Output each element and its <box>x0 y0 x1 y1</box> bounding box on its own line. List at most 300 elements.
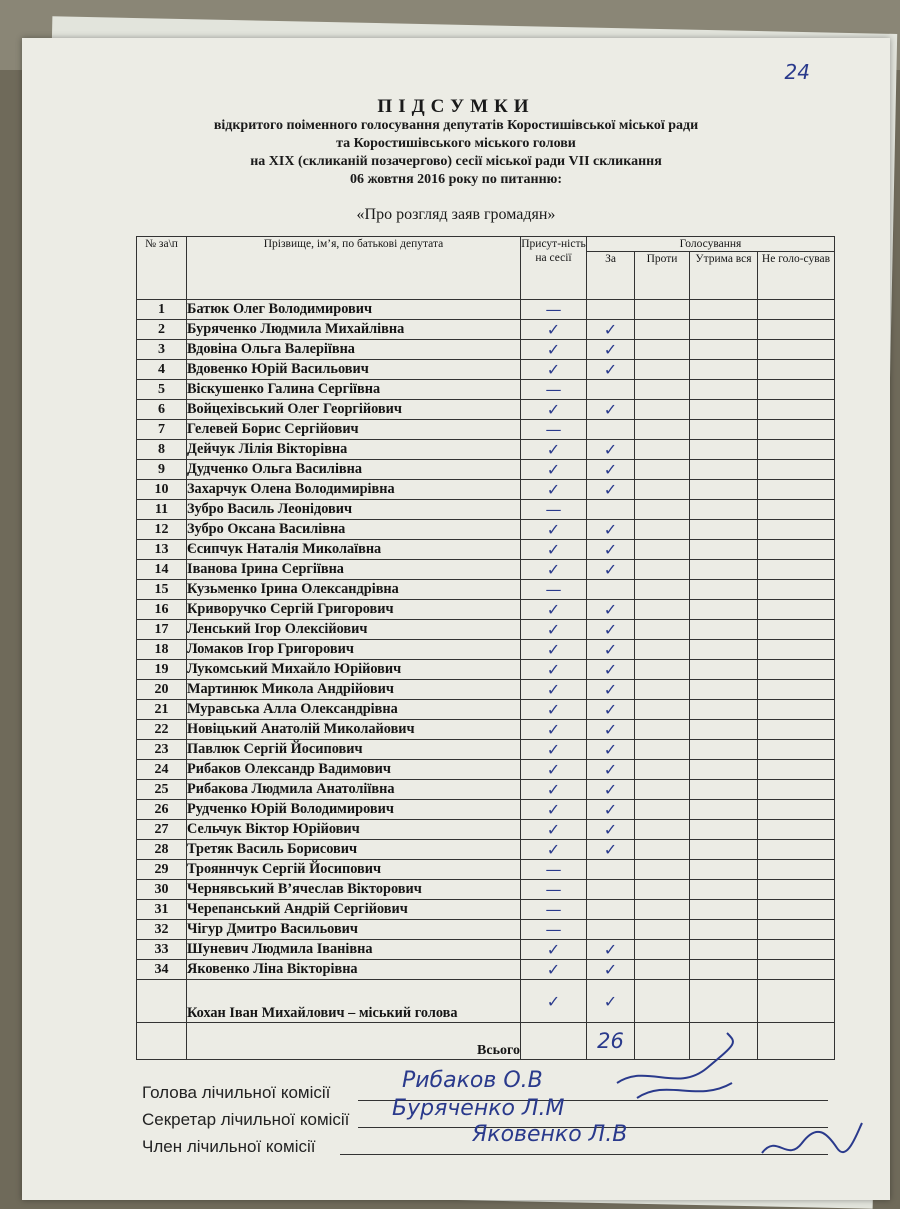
present-mark: — <box>521 880 587 900</box>
deputy-name: Рибакова Людмила Анатоліївна <box>187 780 521 800</box>
row-number: 29 <box>137 860 187 880</box>
not-voted-cell <box>758 360 835 380</box>
for-mark <box>587 500 635 520</box>
abstain-cell <box>690 460 758 480</box>
not-voted-cell <box>758 300 835 320</box>
not-voted-cell <box>758 920 835 940</box>
deputy-name: Ломаков Ігор Григорович <box>187 640 521 660</box>
for-mark: ✓ <box>587 400 635 420</box>
deputy-name: Павлюк Сергій Йосипович <box>187 740 521 760</box>
table-row <box>137 920 835 940</box>
deputy-name: Дейчук Лілія Вікторівна <box>187 440 521 460</box>
deputy-name: Єсипчук Наталія Миколаївна <box>187 540 521 560</box>
table-row <box>137 960 835 980</box>
against-cell <box>635 560 690 580</box>
column-header-against: Проти <box>635 252 690 300</box>
against-cell <box>635 520 690 540</box>
table-row <box>137 640 835 660</box>
for-mark: ✓ <box>587 340 635 360</box>
present-mark: ✓ <box>521 440 587 460</box>
not-voted-cell <box>758 820 835 840</box>
deputy-name: Мартинюк Микола Андрійович <box>187 680 521 700</box>
present-mark: ✓ <box>521 820 587 840</box>
not-voted-cell <box>758 500 835 520</box>
against-cell <box>635 800 690 820</box>
table-row <box>137 820 835 840</box>
present-mark: — <box>521 920 587 940</box>
not-voted-cell <box>758 960 835 980</box>
abstain-cell <box>690 680 758 700</box>
secretary-label: Секретар лічильної комісії <box>142 1110 350 1129</box>
table-row <box>137 760 835 780</box>
for-mark: ✓ <box>587 460 635 480</box>
abstain-cell <box>690 880 758 900</box>
row-number: 25 <box>137 780 187 800</box>
not-voted-cell <box>758 580 835 600</box>
present-mark: — <box>521 580 587 600</box>
row-number: 26 <box>137 800 187 820</box>
abstain-cell <box>690 580 758 600</box>
for-mark: ✓ <box>587 600 635 620</box>
present-mark: ✓ <box>521 780 587 800</box>
column-header-for: За <box>587 252 635 300</box>
present-mark: ✓ <box>521 700 587 720</box>
document-page <box>22 38 890 1200</box>
table-row <box>137 860 835 880</box>
against-cell <box>635 300 690 320</box>
abstain-cell <box>690 440 758 460</box>
row-number: 28 <box>137 840 187 860</box>
deputy-name: Чернявський В’ячеслав Вікторович <box>187 880 521 900</box>
deputy-name: Кузьменко Ірина Олександрівна <box>187 580 521 600</box>
voting-table <box>136 236 835 1060</box>
abstain-cell <box>690 480 758 500</box>
subtitle-line-2: та Коростишівського міського голови <box>336 136 576 151</box>
deputy-name: Іванова Ірина Сергіївна <box>187 560 521 580</box>
not-voted-cell <box>758 520 835 540</box>
present-mark: ✓ <box>521 940 587 960</box>
against-cell <box>635 700 690 720</box>
against-cell <box>635 660 690 680</box>
row-number: 7 <box>137 420 187 440</box>
table-row <box>137 900 835 920</box>
row-number: 6 <box>137 400 187 420</box>
row-number: 11 <box>137 500 187 520</box>
table-row <box>137 880 835 900</box>
deputy-name: Криворучко Сергій Григорович <box>187 600 521 620</box>
not-voted-cell <box>758 460 835 480</box>
column-header-not-voted: Не голо-сував <box>758 252 835 300</box>
deputy-name: Лукомський Михайло Юрійович <box>187 660 521 680</box>
for-mark: ✓ <box>587 620 635 640</box>
not-voted-cell <box>758 660 835 680</box>
against-cell <box>635 640 690 660</box>
against-cell <box>635 340 690 360</box>
against-cell <box>635 320 690 340</box>
member-label: Член лічильної комісії <box>142 1137 316 1156</box>
present-mark: ✓ <box>521 740 587 760</box>
abstain-cell <box>690 380 758 400</box>
present-mark: ✓ <box>521 480 587 500</box>
abstain-cell <box>690 900 758 920</box>
table-row <box>137 340 835 360</box>
table-row <box>137 360 835 380</box>
table-row <box>137 700 835 720</box>
against-cell <box>635 440 690 460</box>
table-row <box>137 380 835 400</box>
abstain-cell <box>690 320 758 340</box>
present-mark: ✓ <box>521 340 587 360</box>
row-number: 9 <box>137 460 187 480</box>
for-mark <box>587 300 635 320</box>
row-number: 19 <box>137 660 187 680</box>
abstain-cell <box>690 940 758 960</box>
for-mark: ✓ <box>587 740 635 760</box>
table-row <box>137 400 835 420</box>
deputy-name: Гелевей Борис Сергійович <box>187 420 521 440</box>
against-cell <box>635 480 690 500</box>
row-number: 10 <box>137 480 187 500</box>
abstain-cell <box>690 340 758 360</box>
total-for-value: 26 <box>587 1023 635 1060</box>
row-number: 32 <box>137 920 187 940</box>
for-mark <box>587 380 635 400</box>
member-handwritten-name: Яковенко Л.В <box>472 1122 628 1147</box>
table-row <box>137 300 835 320</box>
present-mark: — <box>521 300 587 320</box>
mayor-for-mark: ✓ <box>587 980 635 1023</box>
not-voted-cell <box>758 680 835 700</box>
deputy-name: Зубро Василь Леонідович <box>187 500 521 520</box>
for-mark: ✓ <box>587 840 635 860</box>
table-row <box>137 780 835 800</box>
not-voted-cell <box>758 720 835 740</box>
for-mark <box>587 860 635 880</box>
deputy-name: Батюк Олег Володимирович <box>187 300 521 320</box>
for-mark: ✓ <box>587 960 635 980</box>
chair-signature-scribble <box>607 1023 747 1123</box>
row-number: 30 <box>137 880 187 900</box>
against-cell <box>635 740 690 760</box>
table-row <box>137 560 835 580</box>
table-row <box>137 440 835 460</box>
present-mark: ✓ <box>521 540 587 560</box>
not-voted-cell <box>758 540 835 560</box>
deputy-name: Черепанський Андрій Сергійович <box>187 900 521 920</box>
deputy-name: Зубро Оксана Василівна <box>187 520 521 540</box>
deputy-name: Шуневич Людмила Іванівна <box>187 940 521 960</box>
table-row <box>137 940 835 960</box>
present-mark: ✓ <box>521 800 587 820</box>
abstain-cell <box>690 820 758 840</box>
row-number: 22 <box>137 720 187 740</box>
against-cell <box>635 920 690 940</box>
for-mark <box>587 920 635 940</box>
not-voted-cell <box>758 380 835 400</box>
for-mark: ✓ <box>587 520 635 540</box>
subtitle-line-3: на ХІХ (скликаній позачергово) сесії міської ради VII скликання <box>250 154 662 169</box>
table-row <box>137 660 835 680</box>
row-number: 34 <box>137 960 187 980</box>
row-number: 17 <box>137 620 187 640</box>
abstain-cell <box>690 620 758 640</box>
against-cell <box>635 960 690 980</box>
table-row <box>137 620 835 640</box>
row-number: 12 <box>137 520 187 540</box>
against-cell <box>635 940 690 960</box>
abstain-cell <box>690 600 758 620</box>
abstain-cell <box>690 420 758 440</box>
not-voted-cell <box>758 760 835 780</box>
against-cell <box>635 460 690 480</box>
abstain-cell <box>690 720 758 740</box>
row-number: 33 <box>137 940 187 960</box>
against-cell <box>635 780 690 800</box>
abstain-cell <box>690 860 758 880</box>
for-mark: ✓ <box>587 660 635 680</box>
deputy-name: Муравська Алла Олександрівна <box>187 700 521 720</box>
abstain-cell <box>690 920 758 940</box>
table-row <box>137 480 835 500</box>
mayor-present-mark: ✓ <box>521 980 587 1023</box>
for-mark: ✓ <box>587 440 635 460</box>
member-signature-scribble <box>757 1113 867 1173</box>
present-mark: ✓ <box>521 960 587 980</box>
row-number: 31 <box>137 900 187 920</box>
row-number: 20 <box>137 680 187 700</box>
not-voted-cell <box>758 560 835 580</box>
for-mark <box>587 900 635 920</box>
column-header-abstain: Утрима вся <box>690 252 758 300</box>
present-mark: ✓ <box>521 620 587 640</box>
for-mark: ✓ <box>587 820 635 840</box>
not-voted-cell <box>758 900 835 920</box>
row-number: 5 <box>137 380 187 400</box>
against-cell <box>635 720 690 740</box>
mayor-name: Кохан Іван Михайлович – міський голова <box>187 980 521 1023</box>
not-voted-cell <box>758 740 835 760</box>
deputy-name: Новіцький Анатолій Миколайович <box>187 720 521 740</box>
for-mark: ✓ <box>587 320 635 340</box>
not-voted-cell <box>758 860 835 880</box>
deputy-name: Третяк Василь Борисович <box>187 840 521 860</box>
abstain-cell <box>690 640 758 660</box>
not-voted-cell <box>758 840 835 860</box>
against-cell <box>635 760 690 780</box>
chair-handwritten-name: Рибаков О.В <box>402 1068 543 1093</box>
abstain-cell <box>690 760 758 780</box>
table-row <box>137 540 835 560</box>
against-cell <box>635 900 690 920</box>
deputy-name: Рибаков Олександр Вадимович <box>187 760 521 780</box>
deputy-name: Дудченко Ольга Василівна <box>187 460 521 480</box>
present-mark: — <box>521 500 587 520</box>
abstain-cell <box>690 740 758 760</box>
row-number: 13 <box>137 540 187 560</box>
for-mark: ✓ <box>587 360 635 380</box>
row-number: 21 <box>137 700 187 720</box>
not-voted-cell <box>758 340 835 360</box>
deputy-name: Войцехівський Олег Георгійович <box>187 400 521 420</box>
present-mark: ✓ <box>521 640 587 660</box>
present-mark: ✓ <box>521 520 587 540</box>
deputy-name: Рудченко Юрій Володимирович <box>187 800 521 820</box>
abstain-cell <box>690 800 758 820</box>
present-mark: — <box>521 420 587 440</box>
table-row <box>137 680 835 700</box>
against-cell <box>635 840 690 860</box>
present-mark: ✓ <box>521 760 587 780</box>
table-row <box>137 800 835 820</box>
row-number: 23 <box>137 740 187 760</box>
against-cell <box>635 400 690 420</box>
deputy-name: Яковенко Ліна Вікторівна <box>187 960 521 980</box>
row-number: 2 <box>137 320 187 340</box>
deputy-name: Чігур Дмитро Васильович <box>187 920 521 940</box>
not-voted-cell <box>758 320 835 340</box>
table-row <box>137 600 835 620</box>
against-cell <box>635 620 690 640</box>
table-row <box>137 520 835 540</box>
deputy-name: Буряченко Людмила Михайлівна <box>187 320 521 340</box>
row-number: 18 <box>137 640 187 660</box>
for-mark <box>587 880 635 900</box>
against-cell <box>635 820 690 840</box>
row-number: 4 <box>137 360 187 380</box>
not-voted-cell <box>758 700 835 720</box>
row-number: 15 <box>137 580 187 600</box>
against-cell <box>635 880 690 900</box>
table-row <box>137 320 835 340</box>
against-cell <box>635 580 690 600</box>
present-mark: ✓ <box>521 600 587 620</box>
abstain-cell <box>690 700 758 720</box>
against-cell <box>635 420 690 440</box>
abstain-cell <box>690 660 758 680</box>
present-mark: ✓ <box>521 320 587 340</box>
present-mark: — <box>521 900 587 920</box>
for-mark <box>587 420 635 440</box>
abstain-cell <box>690 300 758 320</box>
not-voted-cell <box>758 620 835 640</box>
row-number: 16 <box>137 600 187 620</box>
deputy-name: Ленський Ігор Олексійович <box>187 620 521 640</box>
present-mark: ✓ <box>521 400 587 420</box>
row-number: 27 <box>137 820 187 840</box>
not-voted-cell <box>758 640 835 660</box>
not-voted-cell <box>758 600 835 620</box>
table-row <box>137 580 835 600</box>
present-mark: — <box>521 380 587 400</box>
subtitle-line-1: відкритого поіменного голосування депутатів Коростишівської міської ради <box>213 118 699 133</box>
for-mark: ✓ <box>587 720 635 740</box>
document-title: ПІДСУМКИ <box>377 96 535 117</box>
for-mark: ✓ <box>587 800 635 820</box>
against-cell <box>635 540 690 560</box>
table-row <box>137 840 835 860</box>
for-mark: ✓ <box>587 480 635 500</box>
row-number: 1 <box>137 300 187 320</box>
for-mark <box>587 580 635 600</box>
present-mark: — <box>521 860 587 880</box>
present-mark: ✓ <box>521 360 587 380</box>
deputy-name: Вдовіна Ольга Валеріївна <box>187 340 521 360</box>
member-signature-line <box>340 1154 828 1155</box>
table-row <box>137 420 835 440</box>
not-voted-cell <box>758 400 835 420</box>
not-voted-cell <box>758 880 835 900</box>
not-voted-cell <box>758 780 835 800</box>
deputy-name: Сельчук Віктор Юрійович <box>187 820 521 840</box>
deputy-name: Трояннчук Сергій Йосипович <box>187 860 521 880</box>
abstain-cell <box>690 500 758 520</box>
abstain-cell <box>690 520 758 540</box>
not-voted-cell <box>758 800 835 820</box>
row-number: 3 <box>137 340 187 360</box>
present-mark: ✓ <box>521 680 587 700</box>
deputy-name: Віскушенко Галина Сергіївна <box>187 380 521 400</box>
for-mark: ✓ <box>587 560 635 580</box>
column-header-present: Присут-ність на сесії <box>521 237 587 300</box>
column-header-voting: Голосування <box>587 237 835 252</box>
for-mark: ✓ <box>587 640 635 660</box>
deputy-name: Захарчук Олена Володимирівна <box>187 480 521 500</box>
abstain-cell <box>690 840 758 860</box>
table-row <box>137 500 835 520</box>
abstain-cell <box>690 360 758 380</box>
not-voted-cell <box>758 440 835 460</box>
present-mark: ✓ <box>521 460 587 480</box>
present-mark: ✓ <box>521 720 587 740</box>
present-mark: ✓ <box>521 840 587 860</box>
against-cell <box>635 860 690 880</box>
deputy-name: Вдовенко Юрій Васильович <box>187 360 521 380</box>
page-number: 24 <box>784 60 810 84</box>
against-cell <box>635 500 690 520</box>
abstain-cell <box>690 400 758 420</box>
for-mark: ✓ <box>587 700 635 720</box>
row-number: 8 <box>137 440 187 460</box>
against-cell <box>635 600 690 620</box>
not-voted-cell <box>758 480 835 500</box>
chair-label: Голова лічильної комісії <box>142 1083 331 1102</box>
abstain-cell <box>690 560 758 580</box>
for-mark: ✓ <box>587 680 635 700</box>
column-header-number: № за\п <box>137 237 187 300</box>
table-row <box>137 720 835 740</box>
column-header-name: Прізвище, ім’я, по батькові депутата <box>187 237 521 300</box>
table-row <box>137 740 835 760</box>
present-mark: ✓ <box>521 660 587 680</box>
against-cell <box>635 360 690 380</box>
table-row <box>137 460 835 480</box>
subtitle-line-4: 06 жовтня 2016 року по питанню: <box>349 172 563 187</box>
for-mark: ✓ <box>587 780 635 800</box>
abstain-cell <box>690 780 758 800</box>
total-label: Всього <box>187 1023 521 1060</box>
for-mark: ✓ <box>587 760 635 780</box>
not-voted-cell <box>758 420 835 440</box>
against-cell <box>635 680 690 700</box>
not-voted-cell <box>758 940 835 960</box>
secretary-handwritten-name: Буряченко Л.М <box>392 1096 565 1121</box>
row-number: 14 <box>137 560 187 580</box>
abstain-cell <box>690 540 758 560</box>
subject-line: «Про розгляд заяв громадян» <box>356 206 556 223</box>
row-number: 24 <box>137 760 187 780</box>
for-mark: ✓ <box>587 940 635 960</box>
abstain-cell <box>690 960 758 980</box>
